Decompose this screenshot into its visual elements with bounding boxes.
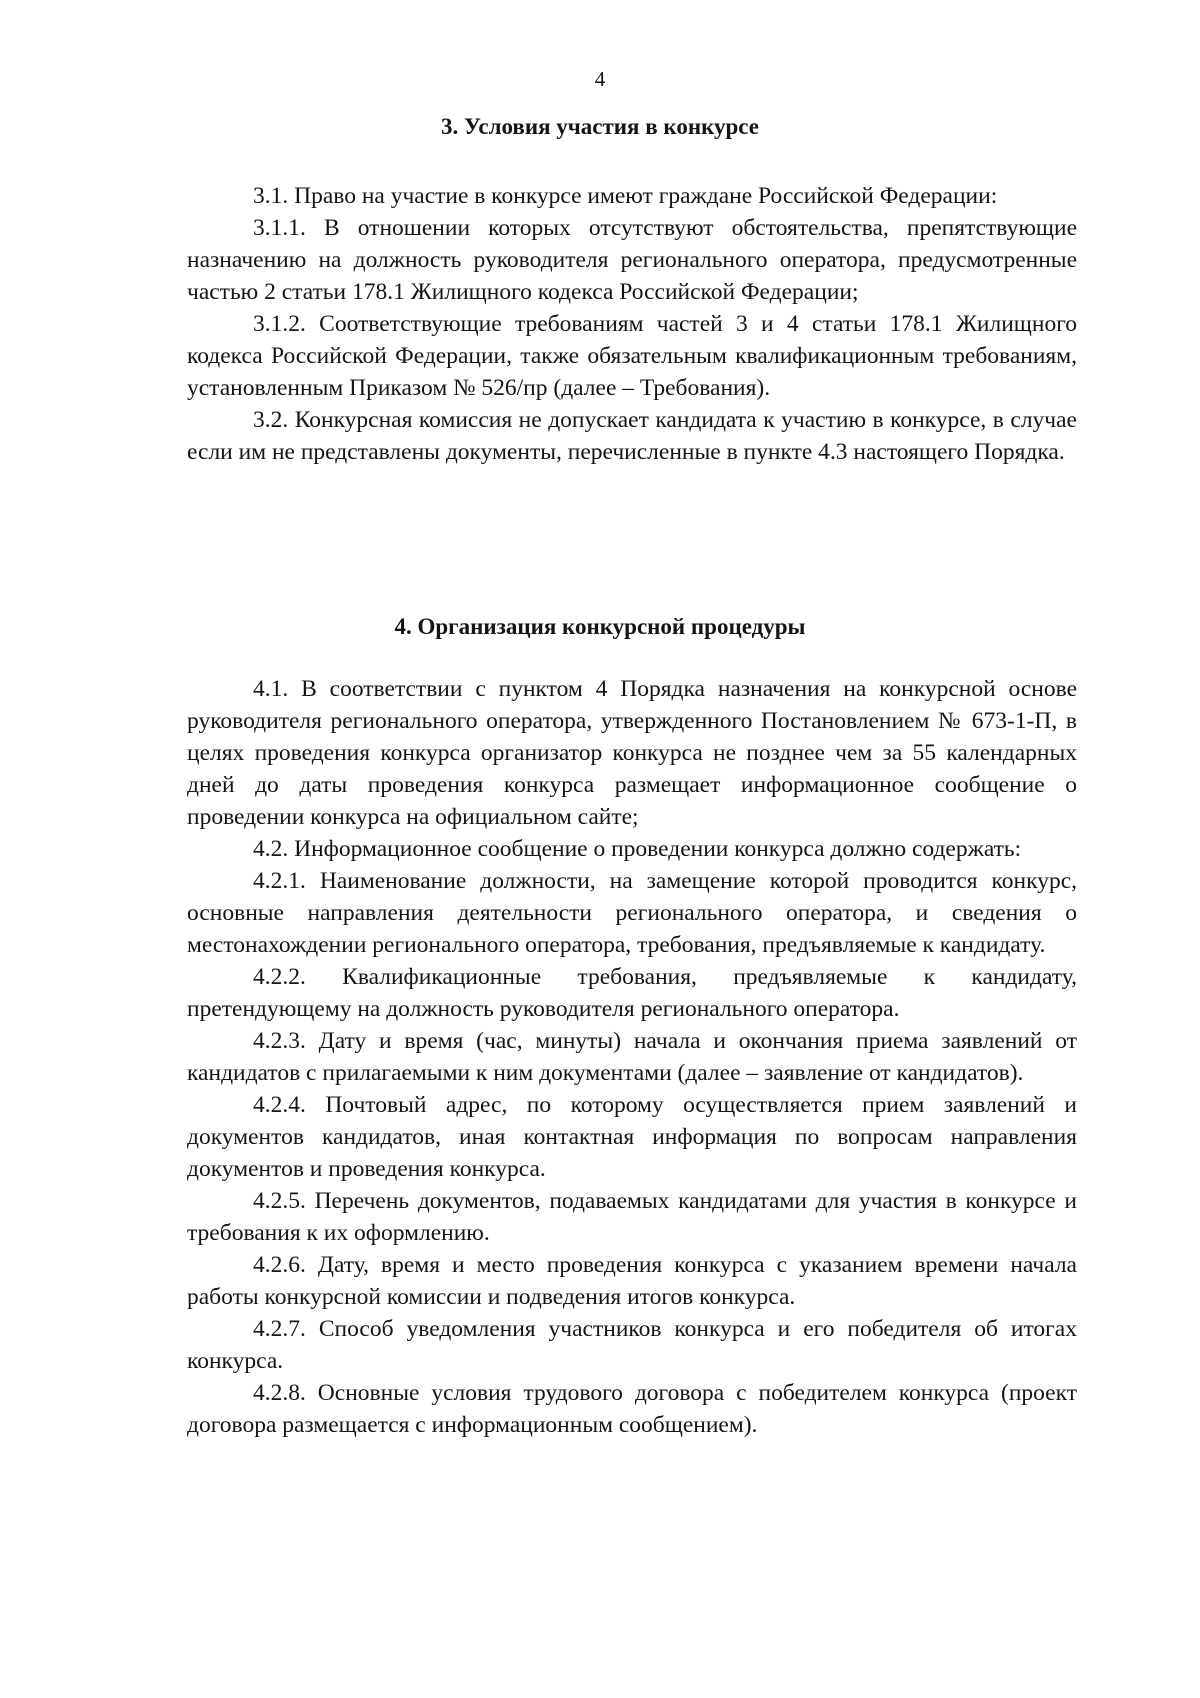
paragraph-4-2-8: 4.2.8. Основные условия трудового договора с победителем конкурса (проект договора размещается с информационным сообщением). (187, 1380, 1077, 1438)
section-4-body (187, 673, 1077, 1441)
paragraph-4-2-7: 4.2.7. Способ уведомления участников конкурса и его победителя об итогах конкурса. (187, 1316, 1077, 1374)
section-4-title: 4. Организация конкурсной процедуры (394, 614, 806, 639)
section-3-body (187, 180, 1077, 468)
paragraph-4-2-5: 4.2.5. Перечень документов, подаваемых кандидатами для участия в конкурсе и требования к их оформлению. (187, 1188, 1077, 1246)
paragraph-4-2-1: 4.2.1. Наименование должности, на замещение которой проводится конкурс, основные направления деятельности регионального оператора, и сведения о местонахождении регионального оператора, требования, предъявляемые к кандидату. (187, 868, 1077, 958)
section-3-title: 3. Условия участия в конкурсе (440, 114, 759, 139)
paragraph-4-2-2: 4.2.2. Квалификационные требования, предъявляемые к кандидату, претендующему на должность руководителя регионального оператора. (187, 964, 1077, 1022)
paragraph-4-2-4: 4.2.4. Почтовый адрес, по которому осуществляется прием заявлений и документов кандидатов, иная контактная информация по вопросам направления документов и проведения конкурса. (187, 1092, 1077, 1182)
paragraph-3-1: 3.1. Право на участие в конкурсе имеют граждане Российской Федерации: (253, 183, 998, 209)
paragraph-3-1-1: 3.1.1. В отношении которых отсутствуют обстоятельства, препятствующие назначению на должность руководителя регионального оператора, предусмотренные частью 2 статьи 178.1 Жилищного кодекса Российской Федерации; (187, 215, 1077, 305)
paragraph-4-2-3: 4.2.3. Дату и время (час, минуты) начала и окончания приема заявлений от кандидатов с прилагаемыми к ним документами (далее – заявление от кандидатов). (187, 1028, 1077, 1086)
paragraph-4-2-6: 4.2.6. Дату, время и место проведения конкурса с указанием времени начала работы конкурсной комиссии и подведения итогов конкурса. (187, 1252, 1077, 1310)
paragraph-3-2: 3.2. Конкурсная комиссия не допускает кандидата к участию в конкурсе, в случае если им не представлены документы, перечисленные в пункте 4.3 настоящего Порядка. (187, 407, 1077, 465)
paragraph-4-2: 4.2. Информационное сообщение о проведении конкурса должно содержать: (253, 836, 1022, 862)
page-number: 4 (594, 67, 606, 91)
paragraph-3-1-2: 3.1.2. Соответствующие требованиям частей 3 и 4 статьи 178.1 Жилищного кодекса Российской Федерации, также обязательным квалификационным требованиям, установленным Приказом № 526/пр (далее – Требования). (187, 311, 1077, 401)
paragraph-4-1: 4.1. В соответствии с пунктом 4 Порядка назначения на конкурсной основе руководителя регионального оператора, утвержденного Постановлением № 673-1-П, в целях проведения конкурса организатор конкурса не позднее чем за 55 календарных дней до даты проведения конкурса размещает информационное сообщение о проведении конкурса на официальном сайте; (187, 676, 1077, 830)
